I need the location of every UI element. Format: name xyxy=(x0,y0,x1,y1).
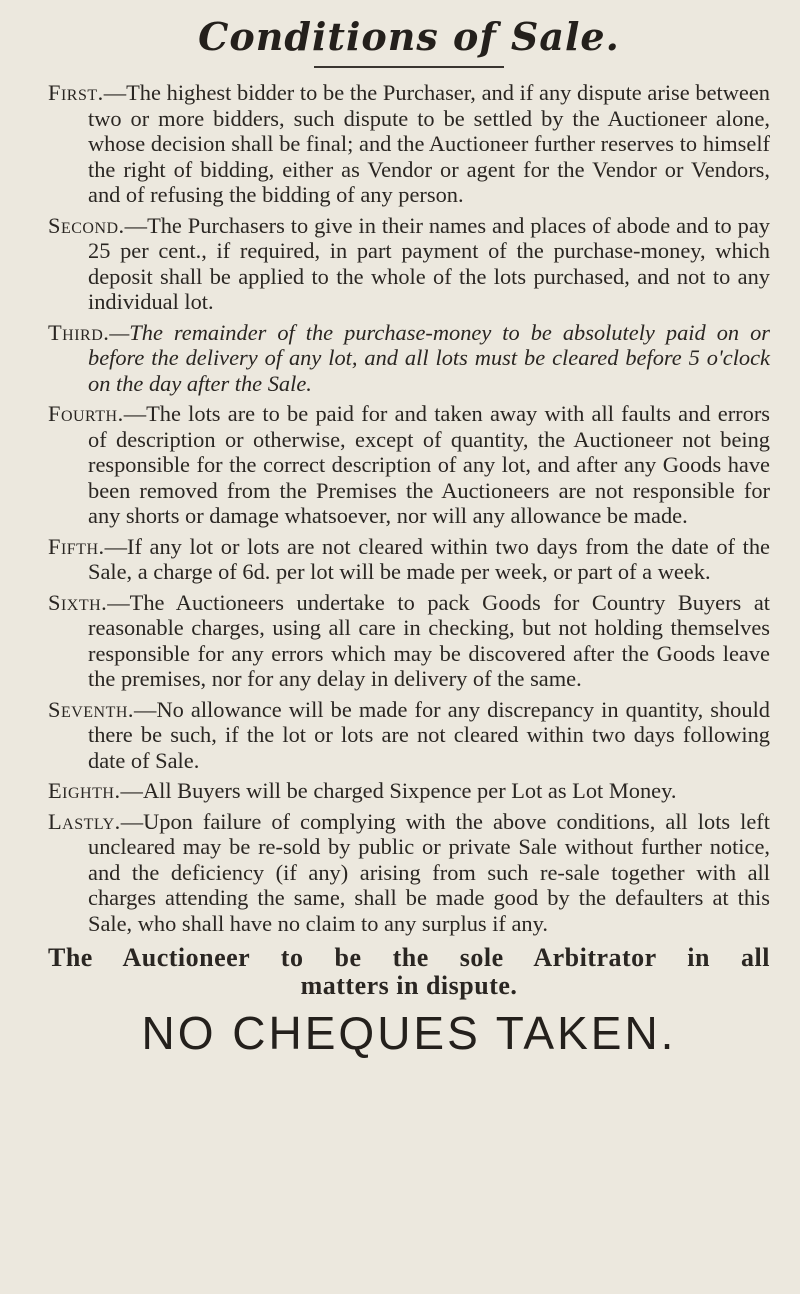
condition-text: —The Purchasers to give in their names and places of abode and to pay 25 per cent., if required, in part payment of the purchase-money, which deposit shall be applied to the whole of the lots purchased, and not to any individual lot. xyxy=(88,212,770,314)
condition-sixth xyxy=(48,590,770,692)
arbitrator-statement xyxy=(48,944,770,1000)
condition-text: —All Buyers will be charged Sixpence per Lot as Lot Money. xyxy=(120,778,677,803)
condition-lead: Eighth. xyxy=(48,778,121,803)
condition-eighth xyxy=(48,778,770,804)
condition-text: —The Auctioneers undertake to pack Goods for Country Buyers at reasonable charges, using all care in checking, but not holding themselves responsible for any errors which may be discovered after the Goods leave the premises, nor for any delay in delivery of the same. xyxy=(88,589,770,691)
condition-text: —The highest bidder to be the Purchaser, and if any dispute arise between two or more bidders, such dispute to be settled by the Auctioneer alone, whose decision shall be final; and the Auctioneer further reserves to himself the right of bidding, either as Vendor or agent for the Vendor or Vendors, and of refusing the bidding of any person. xyxy=(88,80,770,207)
condition-lead: Fourth. xyxy=(48,401,124,426)
condition-second xyxy=(48,213,770,315)
condition-lead: Third. xyxy=(48,319,110,345)
condition-fifth xyxy=(48,534,770,585)
condition-lead: Fifth. xyxy=(48,533,105,559)
condition-fourth xyxy=(48,401,770,529)
condition-text: —The lots are to be paid for and taken away with all faults and errors of description or otherwise, except of quantity, the Auctioneer not being responsible for the correct description of any lot, and after any Goods have been removed from the Premises the Auctioneers are not responsible for any shorts or damage whatsoever, nor will any allowance be made. xyxy=(88,401,770,528)
condition-lead: First. xyxy=(48,80,104,105)
title-underline xyxy=(314,66,504,68)
condition-third xyxy=(48,320,770,397)
condition-lastly xyxy=(48,809,770,937)
condition-lead: Seventh. xyxy=(48,696,135,722)
condition-seventh xyxy=(48,697,770,774)
condition-lead: Sixth. xyxy=(48,589,108,615)
condition-text: —If any lot or lots are not cleared within two days from the date of the Sale, a charge of 6d. per lot will be made per week, or part of a week. xyxy=(88,533,770,584)
conditions-list xyxy=(48,80,770,936)
no-cheques-notice: NO CHEQUES TAKEN. xyxy=(141,1007,677,1059)
condition-lead: Lastly. xyxy=(48,808,121,834)
condition-text: —The remainder of the purchase-money to be absolutely paid on or before the delivery of any lot, and all lots must be cleared before 5 o'clock on the day after the Sale. xyxy=(88,319,770,396)
condition-first xyxy=(48,80,770,208)
condition-text: —No allowance will be made for any discrepancy in quantity, should there be such, if the lot or lots are not cleared within two days following date of Sale. xyxy=(88,696,770,773)
page-title: Conditions of Sale. xyxy=(198,14,620,59)
arbitrator-line-1: The Auctioneer to be the sole Arbitrator in all xyxy=(48,943,770,972)
condition-text: —Upon failure of complying with the above conditions, all lots left uncleared may be re-sold by public or private Sale without further notice, and the deficiency (if any) arising from such re-sale together with all charges attending the same, shall be made good by the defaulters at this Sale, who shall have no claim to any surplus if any. xyxy=(88,808,770,936)
condition-lead: Second. xyxy=(48,212,125,238)
arbitrator-line-2: matters in dispute. xyxy=(300,971,518,1000)
